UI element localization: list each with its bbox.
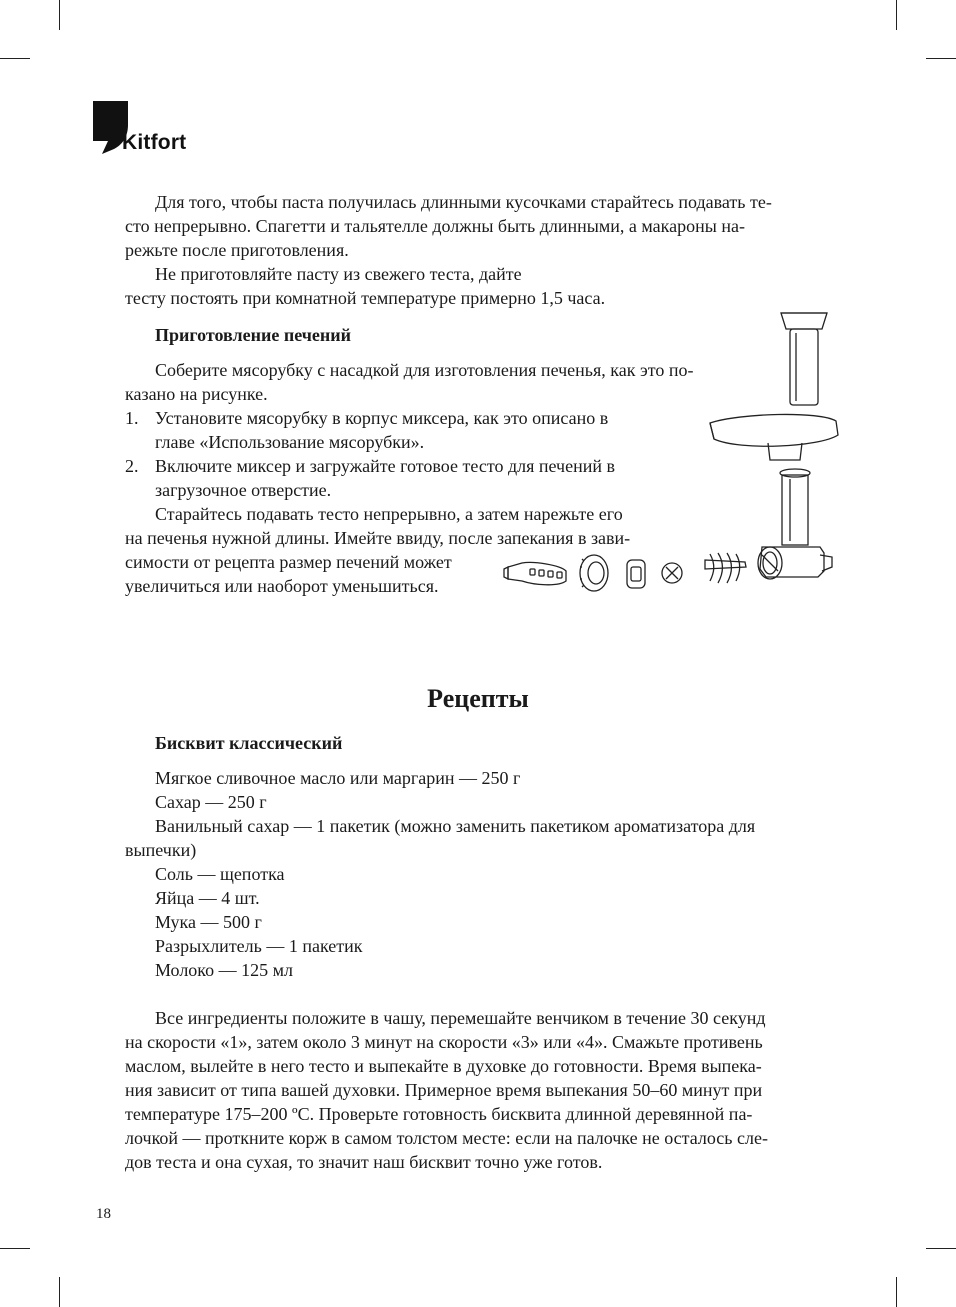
crop-mark [896, 1277, 897, 1307]
tray-icon [710, 414, 838, 460]
page-number: 18 [96, 1206, 111, 1222]
intro-line: режьте после приготовления. [125, 240, 349, 260]
cookies-line: Старайтесь подавать тесто непрерывно, а затем нарежьте его [155, 504, 623, 524]
grinder-body-icon [758, 469, 832, 579]
crop-mark [0, 1248, 30, 1249]
method-line: на скорости «1», затем около 3 минут на скорости «3» или «4». Смажьте противень [125, 1032, 763, 1052]
crop-mark [59, 1277, 60, 1307]
step-line: Включите миксер и загружайте готовое тесто для печений в [155, 456, 615, 476]
step-line: Установите мясорубку в корпус миксера, как это описано в [155, 408, 609, 428]
method-line: температуре 175–200 ºС. Проверьте готовность бисквита длинной деревянной па- [125, 1104, 753, 1124]
cookie-disc-icon [627, 560, 645, 588]
cookies-line: симости от рецепта размер печений может [125, 552, 452, 572]
ingredient-line: Соль — щепотка [155, 864, 285, 884]
ingredient-line: Мягкое сливочное масло или маргарин — 250 г [155, 768, 521, 788]
food-pusher-icon [781, 313, 827, 405]
crop-mark [926, 1248, 956, 1249]
ring-nut-icon [580, 555, 608, 591]
ingredient-line: Молоко — 125 мл [155, 960, 294, 980]
ingredient-line: выпечки) [125, 840, 197, 860]
ingredient-line: Ванильный сахар — 1 пакетик (можно заменить пакетиком ароматизатора для [155, 816, 756, 836]
recipes-title: Рецепты [427, 684, 529, 713]
crop-mark [0, 58, 30, 59]
crop-mark [896, 0, 897, 30]
crop-mark [59, 0, 60, 30]
crop-mark [926, 58, 956, 59]
cutter-icon [662, 563, 682, 583]
intro-line: тесту постоять при комнатной температуре примерно 1,5 часа. [125, 288, 606, 308]
meat-grinder-illustration [500, 305, 845, 605]
ingredient-line: Разрыхлитель — 1 пакетик [155, 936, 363, 956]
brand-name: Kitfort [122, 131, 187, 154]
auger-icon [705, 553, 746, 583]
method-line: лочкой — проткните корж в самом толстом месте: если на палочке не осталось сле- [125, 1128, 768, 1148]
section-heading: Приготовление печений [155, 325, 351, 345]
cookies-line: Соберите мясорубку с насадкой для изготовления печенья, как это по- [155, 360, 694, 380]
ingredient-line: Яйца — 4 шт. [155, 888, 260, 908]
intro-line: Не приготовляйте пасту из свежего теста, дайте [155, 264, 522, 284]
method-line: ния зависит от типа вашей духовки. Примерное время выпекания 50–60 минут при [125, 1080, 763, 1100]
method-line: Все ингредиенты положите в чашу, перемешайте венчиком в течение 30 секунд [155, 1008, 766, 1028]
cookies-line: казано на рисунке. [125, 384, 268, 404]
cookies-line: увеличиться или наоборот уменьшиться. [125, 576, 439, 596]
method-line: маслом, вылейте в него тесто и выпекайте в духовке до готовности. Время выпека- [125, 1056, 762, 1076]
cookie-attachment-icon [504, 562, 566, 584]
intro-line: Для того, чтобы паста получилась длинными кусочками старайтесь подавать те- [155, 192, 772, 212]
method-line: дов теста и она сухая, то значит наш бисквит точно уже готов. [125, 1152, 603, 1172]
intro-line: сто непрерывно. Спагетти и тальятелле должны быть длинными, а макароны на- [125, 216, 745, 236]
recipe-heading: Бисквит классический [155, 733, 343, 753]
step-line: главе «Использование мясорубки». [155, 432, 425, 452]
step-line: загрузочное отверстие. [155, 480, 332, 500]
ingredient-line: Мука — 500 г [155, 912, 262, 932]
cookies-line: на печенья нужной длины. Имейте ввиду, после запекания в зави- [125, 528, 631, 548]
ingredient-line: Сахар — 250 г [155, 792, 267, 812]
step-number: 1. [125, 408, 139, 428]
step-number: 2. [125, 456, 139, 476]
